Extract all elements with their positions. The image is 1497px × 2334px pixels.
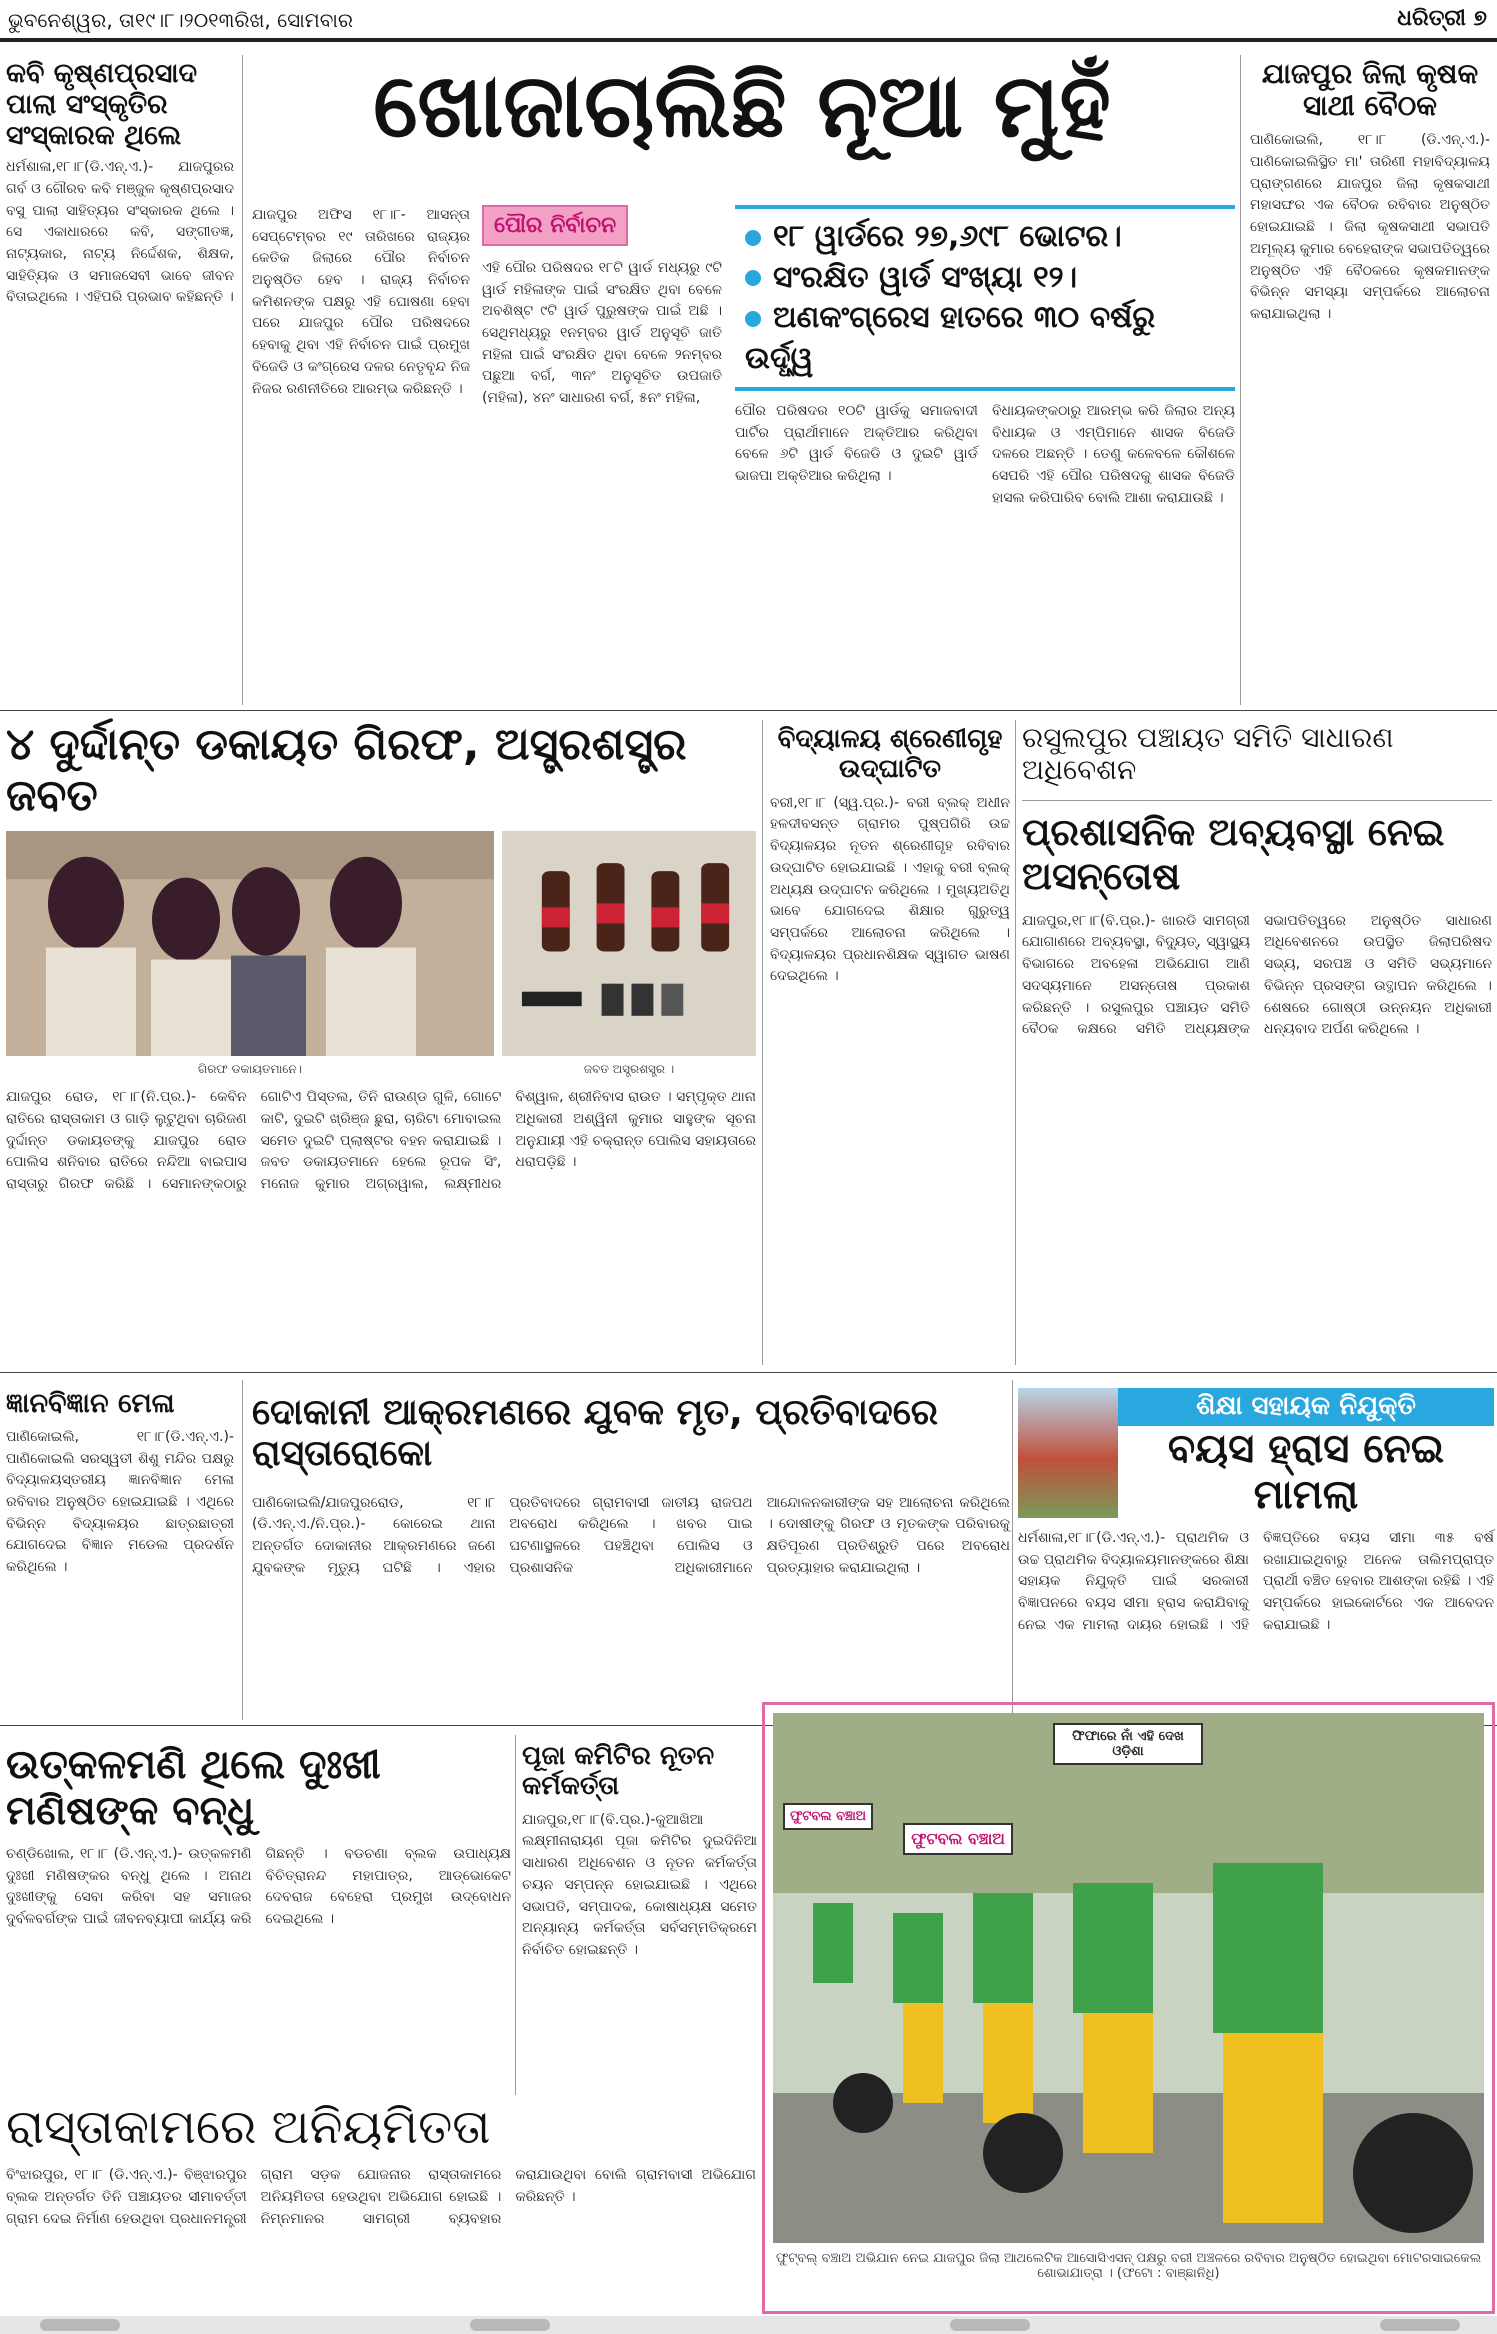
lead-right-block — [735, 205, 1235, 509]
dacoit-headline: ୪ ଦୁର୍ଦ୍ଦାନ୍ତ ଡକାୟତ ଗିରଫ, ଅସ୍ତ୍ରଶସ୍ତ୍ର ଜବତ — [6, 719, 687, 821]
headline: ବୟସ ହ୍ରାସ ନେଇ ମାମଲା — [1167, 1425, 1445, 1518]
headline: ପୂଜା କମିଟିର ନୂତନ କର୍ମକର୍ତ୍ତା — [522, 1741, 715, 1801]
photo-caption: ଗିରଫ ଡକାୟତମାନେ। — [198, 1062, 302, 1077]
divider — [242, 55, 243, 705]
headline: ବିଦ୍ୟାଳୟ ଶ୍ରେଣୀଗୃହ ଉଦ୍‌ଘାଟିତ — [777, 724, 1003, 784]
divider — [762, 720, 763, 1365]
rally-photo-frame — [762, 1702, 1495, 2314]
scrollbar-thumb[interactable] — [950, 2319, 1030, 2331]
lead-body-left: ଯାଜପୁର ଅଫିସ ୧୮।୮- ଆସନ୍ତା ସେପ୍ଟେମ୍ବର ୧୯ ତାରିଖରେ ରାଜ୍ୟର କେତିକ ଜିଲାରେ ପୌର ନିର୍ବାଚନ ଅନୁଷ୍ଠିତ ହେବ । ରାଜ୍ୟ ନିର୍ବାଚନ କମିଶନଙ୍କ ପକ୍ଷରୁ ଏହି ଘୋଷଣା ହେବା ପରେ ଯାଜପୁର ପୌର ପରିଷଦରେ ହେବାକୁ ଥିବା ଏହି ନିର୍ବାଚନ ପାଇଁ ପ୍ରମୁଖ ବିଜେଡି ଓ କଂଗ୍ରେସ ଦଳର ନେତୃବୃନ୍ଦ ନିଜ ନିଜର ରଣନୀତିରେ ଆରମ୍ଭ କରିଛନ୍ତି । — [252, 207, 470, 397]
article-body: ବରୀ,୧୮।୮ (ସ୍ୱ.ପ୍ର.)- ବରୀ ବ୍ଲକ୍ ଅଧୀନ ହଳଦୀବସନ୍ତ ଗ୍ରାମର ପୁଷ୍ପଗିରି ଉଚ୍ଚ ବିଦ୍ୟାଳୟର ନୂତନ ଶ୍ରେଣୀଗୃହ ରବିବାର ଉଦ୍‌ଘାଟିତ ହୋଇଯାଇଛି । ଏହାକୁ ବରୀ ବ୍ଲକ୍ ଅଧ୍ୟକ୍ଷ ଉଦ୍‌ଘାଟନ କରିଥିଲେ । ମୁଖ୍ୟଅତିଥି ଭାବେ ଯୋଗଦେଇ ଶିକ୍ଷାର ଗୁରୁତ୍ୱ ସମ୍ପର୍କରେ ଆଲୋଚନା କରିଥିଲେ । ବିଦ୍ୟାଳୟର ପ୍ରଧାନଶିକ୍ଷକ ସ୍ୱାଗତ ଭାଷଣ ଦେଇଥିଲେ । — [770, 794, 1010, 985]
section-tag: ପୌର ନିର୍ବାଚନ — [482, 205, 628, 246]
rally-sign: ଫିଫାରେ ନାଁ ଏହି ଦେଖ ଓଡ଼ିଶା — [1053, 1723, 1203, 1765]
scrollbar-thumb[interactable] — [1380, 2319, 1460, 2331]
article-shop — [252, 1392, 1010, 1580]
page-number: ଧରିତ୍ରୀ ୭ — [1397, 6, 1487, 31]
weapons-photo-illustration — [502, 831, 756, 1056]
article-puja — [522, 1742, 757, 1962]
divider — [515, 1735, 516, 2095]
rally-sign: ଫୁଟବଲ ବଞ୍ଚାଅ — [903, 1823, 1013, 1855]
dacoit-body: ଯାଜପୁର ରୋଡ, ୧୮।୮(ନି.ପ୍ର.)- କେବିନ ରାତିରେ ରାସ୍ତାକାମ ଓ ଗାଡ଼ି ଲୁଟୁଥିବା ଚାରିଜଣ ଦୁର୍ଦ୍ଦାନ୍ତ ଡକାୟତଙ୍କୁ ଯାଜପୁର ରୋଡ ପୋଲିସ ଶନିବାର ରାତିରେ ନନ୍ଦିଆ ବାଇପାସ ରାସ୍ତାରୁ ଗିରଫ କରିଛି । ସେମାନଙ୍କଠାରୁ ଗୋଟିଏ ପିସ୍ତଲ, ତିନି ରାଉଣ୍ଡ ଗୁଳି, ଗୋଟେ କାଟି, ଦୁଇଟି ଖ୍ରିଞ୍ଜ ଛୁରା, ଚାରିଟା ମୋବାଇଲ ସମେତ ଦୁଇଟି ପ୍ଲାଷ୍ଟର ବହନ କରାଯାଇଛି । ଜବତ ଡକାୟତମାନେ ହେଲେ ରୂପକ ସିଂ, ମନୋଜ କୁମାର ଅଗ୍ରୱାଲ, ଲକ୍ଷ୍ମୀଧର ବିଶ୍ୱାଳ, ଶ୍ରୀନିବାସ ରାଉତ । ସମ୍ପୃକ୍ତ ଥାନା ଅଧିକାରୀ ଅଶ୍ୱିନୀ କୁମାର ସାହୁଙ୍କ ସୂଚନା ଅନୁଯାୟୀ ଏହି ଚକ୍ରାନ୍ତ ପୋଲିସ ସହାୟତାରେ ଧରାପଡ଼ିଛି । — [6, 1089, 756, 1192]
lead-headline: ଖୋଜାଚାଲିଛି ନୂଆ ମୁହଁ — [373, 54, 1111, 157]
article-fair — [6, 1388, 234, 1579]
article-school — [770, 725, 1010, 988]
headline: ଯାଜପୁର ଜିଲା କୃଷକ ସାଥୀ ବୈଠକ — [1261, 57, 1479, 123]
photo-caption: ଜବତ ଅସ୍ତ୍ରଶସ୍ତ୍ର । — [583, 1062, 675, 1077]
bullet-item: ୧୮ ୱାର୍ଡରେ ୨୭,୬୯୮ ଭୋଟର। — [745, 217, 1225, 258]
article-body: ଧର୍ମଶାଳା,୧୮।୮(ଡି.ଏନ୍.ଏ.)- ପ୍ରାଥମିକ ଓ ଉଚ୍ଚ ପ୍ରାଥମିକ ବିଦ୍ୟାଳୟମାନଙ୍କରେ ଶିକ୍ଷା ସହାୟକ ନିଯୁକ୍ତି ପାଇଁ ସରକାରୀ ବିଜ୍ଞାପନରେ ବୟସ ସୀମା ହ୍ରାସ କରାଯିବାକୁ ନେଇ ଏକ ମାମଲା ଦାୟର ହୋଇଛି । ଏହି ବିଜ୍ଞପ୍ତିରେ ବୟସ ସୀମା ୩୫ ବର୍ଷ ରଖାଯାଇଥିବାରୁ ଅନେକ ତାଲିମପ୍ରାପ୍ତ ପ୍ରାର୍ଥୀ ବଞ୍ଚିତ ହେବାର ଆଶଙ୍କା ରହିଛି । ଏହି ସମ୍ପର୍କରେ ହାଇକୋର୍ଟରେ ଏକ ଆବେଦନ କରାଯାଇଛି । — [1018, 1529, 1494, 1633]
lead-body-right1: ପୌର ପରିଷଦର ୧୦ଟି ୱାର୍ଡକୁ ସମାଜବାଦୀ ପାର୍ଟିର ପ୍ରାର୍ଥୀମାନେ ଅକ୍ତିଆର କରିଥିବା ବେଳେ ୬ଟି ୱାର୍ଡ ବିଜେଡି ଓ ଦୁଇଟି ୱାର୍ଡ ଭାଜପା ଅକ୍ତିଆର କରିଥିଲା । — [735, 403, 978, 485]
divider — [1240, 55, 1241, 705]
headline: ଜ୍ଞାନବିଜ୍ଞାନ ମେଳା — [6, 1388, 175, 1419]
divider — [1015, 720, 1016, 1365]
article-body: ଚଣ୍ଡିଖୋଲ, ୧୮।୮ (ଡି.ଏନ୍.ଏ.)- ଉତ୍କଳମଣି ଦୁଃଖୀ ମଣିଷଙ୍କର ବନ୍ଧୁ ଥିଲେ । ଅନାଥ ଦୁଃଖୀଙ୍କୁ ସେବା କରିବା ସହ ସମାଜର ଦୁର୍ବଳବର୍ଗଙ୍କ ପାଇଁ ଜୀବନବ୍ୟାପୀ କାର୍ଯ୍ୟ କରି ଗିଛନ୍ତି । ବଡଚଣା ବ୍ଲକ ଉପାଧ୍ୟକ୍ଷ ବିଚିତ୍ରାନନ୍ଦ ମହାପାତ୍ର, ଆଡ୍‌ଭୋକେଟ ଦେବରାଜ ବେହେରା ପ୍ରମୁଖ ଉଦ୍‌ବୋଧନ ଦେଇଥିଲେ । — [6, 1846, 511, 1928]
arrested-dacoits-photo — [6, 831, 494, 1056]
page-date: ଭୁବନେଶ୍ୱର, ତା୧୯।୮।୨୦୧୩ରିଖ, ସୋମବାର — [8, 8, 354, 32]
photo-caption: ଫୁଟ୍‌ବଲ୍ ବଞ୍ଚାଅ ଅଭିଯାନ ନେଇ ଯାଜପୁର ଜିଲା ଆଥଲେଟିକ ଆସୋସିଏସନ୍ ପକ୍ଷରୁ ବରୀ ଅଞ୍ଚଳରେ ରବିବାର ଅନୁଷ୍ଠିତ ହୋଇଥିବା ମୋଟରସାଇକେଲ ଶୋଭାଯାତ୍ରା । (ଫଟୋ : ବାଞ୍ଛାନିଧି) — [775, 2251, 1482, 2281]
article-body: ଧର୍ମଶାଳା,୧୮।୮(ଡି.ଏନ୍.ଏ.)- ଯାଜପୁରର ଗର୍ବ ଓ ଗୌରବ କବି ମଞ୍ଜୁଳ କୃଷ୍ଣପ୍ରସାଦ ବସୁ ପାଲା ସାହିତ୍ୟର ସଂସ୍କାରକ ଥିଲେ । ସେ ଏକାଧାରରେ କବି, ସଙ୍ଗୀତଜ୍ଞ, ନାଟ୍ୟକାର, ନାଟ୍ୟ ନିର୍ଦ୍ଦେଶକ, ଶିକ୍ଷକ, ସାହିତ୍ୟିକ ଓ ସମାଜସେବୀ ଭାବେ ଜୀବନ ବିତାଇଥିଲେ । ଏହିପରି ପ୍ରଭାବ କହିଛନ୍ତି । — [6, 159, 234, 306]
lead-mid-column — [482, 205, 722, 410]
dacoits-photo-illustration — [6, 831, 494, 1056]
rally-photo-illustration — [773, 1713, 1484, 2243]
headline: ଉତ୍କଳମଣି ଥିଲେ ଦୁଃଖୀ ମଣିଷଙ୍କ ବନ୍ଧୁ — [6, 1742, 381, 1834]
article-body: ପାଣିକୋଇଲି, ୧୮।୮(ଡି.ଏନ୍.ଏ.)- ପାଣିକୋଇଲି ସରସ୍ୱତୀ ଶିଶୁ ମନ୍ଦିର ପକ୍ଷରୁ ବିଦ୍ୟାଳୟସ୍ତରୀୟ ଜ୍ଞାନବିଜ୍ଞାନ ମେଳା ରବିବାର ଅନୁଷ୍ଠିତ ହୋଇଯାଇଛି । ଏଥିରେ ବିଭିନ୍ନ ବିଦ୍ୟାଳୟର ଛାତ୍ରଛାତ୍ରୀ ଯୋଗଦେଇ ବିଜ୍ଞାନ ମଡେଲ ପ୍ରଦର୍ଶନ କରିଥିଲେ । — [6, 1429, 234, 1576]
bullet-item: ଅଣକଂଗ୍ରେସ ହାତରେ ୩୦ ବର୍ଷରୁ ଉର୍ଦ୍ଧ୍ୱ — [745, 300, 1156, 376]
article-body: ଯାଜପୁର,୧୮।୮(ବି.ପ୍ର.)-କୁଆଖିଆ ଲକ୍ଷ୍ମୀନାରାୟଣ ପୂଜା କମିଟିର ଦୁଇଦିନିଆ ସାଧାରଣ ଅଧିବେଶନ ଓ ନୂତନ କର୍ମକର୍ତ୍ତା ଚୟନ ସମ୍ପନ୍ନ ହୋଇଯାଇଛି । ଏଥିରେ ସଭାପତି, ସମ୍ପାଦକ, କୋଷାଧ୍ୟକ୍ଷ ସମେତ ଅନ୍ୟାନ୍ୟ କର୍ମକର୍ତ୍ତା ସର୍ବସମ୍ମତିକ୍ରମେ ନିର୍ବାଚିତ ହୋଇଛନ୍ତି । — [522, 1811, 757, 1958]
scrollbar-thumb[interactable] — [40, 2319, 120, 2331]
headline: ଦୋକାନୀ ଆକ୍ରମଣରେ ଯୁବକ ମୃତ, ପ୍ରତିବାଦରେ ରାସ୍ତାରୋକୋ — [252, 1392, 939, 1475]
court-building-photo — [1018, 1388, 1118, 1518]
bullet-icon — [745, 270, 761, 286]
article-dacoit — [6, 720, 756, 1196]
horizontal-scrollbar[interactable] — [0, 2316, 1497, 2334]
article-utkalmani — [6, 1742, 511, 1931]
header-rule — [0, 38, 1497, 42]
bullet-icon — [745, 230, 761, 246]
article-teacher — [1018, 1388, 1494, 1636]
article-krushak — [1250, 58, 1490, 326]
seized-weapons-photo — [502, 831, 756, 1056]
rally-photo — [773, 1713, 1484, 2243]
scrollbar-thumb[interactable] — [470, 2319, 550, 2331]
headline: ପ୍ରଶାସନିକ ଅବ୍ୟବସ୍ଥା ନେଇ ଅସନ୍ତୋଷ — [1022, 810, 1445, 899]
divider — [0, 710, 1497, 711]
divider — [242, 1380, 243, 1720]
kicker: ଶିକ୍ଷା ସହାୟକ ନିଯୁକ୍ତି — [1118, 1388, 1494, 1426]
headline: ରାସ୍ତାକାମରେ ଅନିୟମିତତା — [6, 2099, 491, 2155]
article-body: ପାଣିକୋଇଲି/ଯାଜପୁରରୋଡ, ୧୮।୮ (ଡି.ଏନ୍.ଏ./ନି.ପ୍ର.)- କୋରେଇ ଥାନା ଅନ୍ତର୍ଗତ ଦୋକାନୀର ଆକ୍ରମଣରେ ଜଣେ ଯୁବକଙ୍କ ମୃତ୍ୟୁ ଘଟିଛି । ଏହାର ପ୍ରତିବାଦରେ ଗ୍ରାମବାସୀ ଜାତୀୟ ରାଜପଥ ଅବରୋଧ କରିଥିଲେ । ଖବର ପାଇ ଘଟଣାସ୍ଥଳରେ ପହଞ୍ଚିଥିବା ପୋଲିସ ଓ ପ୍ରଶାସନିକ ଅଧିକାରୀମାନେ ଆନ୍ଦୋଳନକାରୀଙ୍କ ସହ ଆଲୋଚନା କରିଥିଲେ । ଦୋଷୀଙ୍କୁ ଗିରଫ ଓ ମୃତକଙ୍କ ପରିବାରକୁ କ୍ଷତିପୂରଣ ପ୍ରତିଶ୍ରୁତି ପରେ ଅବରୋଧ ପ୍ରତ୍ୟାହାର କରାଯାଇଥିଲା । — [252, 1494, 1010, 1576]
kicker: ରସୁଲପୁର ପଞ୍ଚାୟତ ସମିତି ସାଧାରଣ ଅଧିବେଶନ — [1022, 721, 1394, 787]
bullet-item: ସଂରକ୍ଷିତ ୱାର୍ଡ ସଂଖ୍ୟା ୧୨। — [745, 258, 1225, 299]
article-road — [6, 2100, 756, 2230]
article-rasulpur — [1022, 722, 1492, 1041]
article-kabi — [6, 58, 234, 309]
article-body: ଯାଜପୁର,୧୮।୮(ବି.ପ୍ର.)- ଖାରଡି ସାମଗ୍ରୀ ଯୋଗାଣରେ ଅବ୍ୟବସ୍ଥା, ବିଦ୍ୟୁତ୍, ସ୍ୱାସ୍ଥ୍ୟ ବିଭାଗରେ ଅବହେଳା ଅଭିଯୋଗ ଆଣି ସଦସ୍ୟମାନେ ଅସନ୍ତୋଷ ପ୍ରକାଶ କରିଛନ୍ତି । ରସୁଲପୁର ପଞ୍ଚାୟତ ସମିତି ବୈଠକ କକ୍ଷରେ ସମିତି ଅଧ୍ୟକ୍ଷଙ୍କ ସଭାପତିତ୍ୱରେ ଅନୁଷ୍ଠିତ ସାଧାରଣ ଅଧିବେଶନରେ ଉପସ୍ଥିତ ଜିଲାପରିଷଦ ସଭ୍ୟ, ସରପଞ୍ଚ ଓ ସମିତି ସଭ୍ୟମାନେ ବିଭିନ୍ନ ପ୍ରସଙ୍ଗ ଉତ୍ଥାପନ କରିଥିଲେ । ଶେଷରେ ଗୋଷ୍ଠୀ ଉନ୍ନୟନ ଅଧିକାରୀ ଧନ୍ୟବାଦ ଅର୍ପଣ କରିଥିଲେ । — [1022, 912, 1492, 1038]
lead-body-right2: ବିଧାୟକଙ୍କଠାରୁ ଆରମ୍ଭ କରି ଜିଲାର ଅନ୍ୟ ବିଧାୟକ ଓ ଏମ୍‌ପିମାନେ ଶାସକ ବିଜେଡି ଦଳରେ ଅଛନ୍ତି । ତେଣୁ କଳେବଳେ କୌଶଳେ ସେପରି ଏହି ପୌର ପରିଷଦକୁ ଶାସକ ବିଜେଡି ହାସଲ କରିପାରିବ ବୋଲି ଆଶା କରାଯାଉଛି । — [992, 403, 1235, 506]
headline: କବି କୃଷ୍ଣପ୍ରସାଦ ପାଲା ସଂସ୍କୃତିର ସଂସ୍କାରକ ଥିଲେ — [6, 58, 198, 152]
article-body: ବିଂଝାରପୁର, ୧୮।୮ (ଡି.ଏନ୍.ଏ.)- ବିଞ୍ଝାରପୁର ବ୍ଲକ ଅନ୍ତର୍ଗତ ତିନି ପଞ୍ଚାୟତର ସୀମାବର୍ତ୍ତୀ ଗ୍ରାମ ଦେଇ ନିର୍ମାଣ ହେଉଥିବା ପ୍ରଧାନମନ୍ତ୍ରୀ ଗ୍ରାମ ସଡ଼କ ଯୋଜନାର ରାସ୍ତାକାମରେ ଅନିୟମିତତା ହେଉଥିବା ଅଭିଯୋଗ ହୋଇଛି । ନିମ୍ନମାନର ସାମଗ୍ରୀ ବ୍ୟବହାର କରାଯାଉଥିବା ବୋଲି ଗ୍ରାମବାସୀ ଅଭିଯୋଗ କରିଛନ୍ତି । — [6, 2167, 756, 2227]
divider — [0, 1372, 1497, 1373]
bullet-icon — [745, 311, 761, 327]
lead-bullets — [735, 205, 1235, 391]
article-body: ପାଣିକୋଇଲି, ୧୮।୮ (ଡି.ଏନ୍.ଏ.)- ପାଣିକୋଇଲିସ୍ଥିତ ମା' ତାରିଣୀ ମହାବିଦ୍ୟାଳୟ ପ୍ରାଙ୍ଗଣରେ ଯାଜପୁର ଜିଲା କୃଷକସାଥୀ ମହାସଙ୍ଘର ଏକ ବୈଠକ ରବିବାର ଅନୁଷ୍ଠିତ ହୋଇଯାଇଛି । ଜିଲା କୃଷକସାଥୀ ସଭାପତି ଅମୂଲ୍ୟ କୁମାର ବେହେରାଙ୍କ ସଭାପତିତ୍ୱରେ ଅନୁଷ୍ଠିତ ଏହି ବୈଠକରେ କୃଷକମାନଙ୍କ ବିଭିନ୍ନ ସମସ୍ୟା ସମ୍ପର୍କରେ ଆଲୋଚନା କରାଯାଇଥିଲା । — [1250, 132, 1490, 322]
lead-body-mid: ଏହି ପୌର ପରିଷଦର ୧୮ଟି ୱାର୍ଡ ମଧ୍ୟରୁ ୯ଟି ୱାର୍ଡ ମହିଳାଙ୍କ ପାଇଁ ସଂରକ୍ଷିତ ଥିବା ବେଳେ ଅବଶିଷ୍ଟ ୯ଟି ୱାର୍ଡ ପୁରୁଷଙ୍କ ପାଇଁ ଅଛି । ସେଥିମଧ୍ୟରୁ ୧ନମ୍ବର ୱାର୍ଡ ଅନୁସୂଚି ଜାତି ମହିଳା ପାଇଁ ସଂରକ୍ଷିତ ଥିବା ବେଳେ ୨ନମ୍ବର ପଛୁଆ ବର୍ଗ, ୩ନଂ ଅନୁସୂଚିତ ଉପଜାତି (ମହିଳା), ୪ନଂ ସାଧାରଣ ବର୍ଗ, ୫ନଂ ମହିଳା, — [482, 260, 722, 407]
divider — [1012, 1380, 1013, 1720]
rally-sign: ଫୁଟବଲ ବଞ୍ଚାଅ — [783, 1803, 873, 1830]
